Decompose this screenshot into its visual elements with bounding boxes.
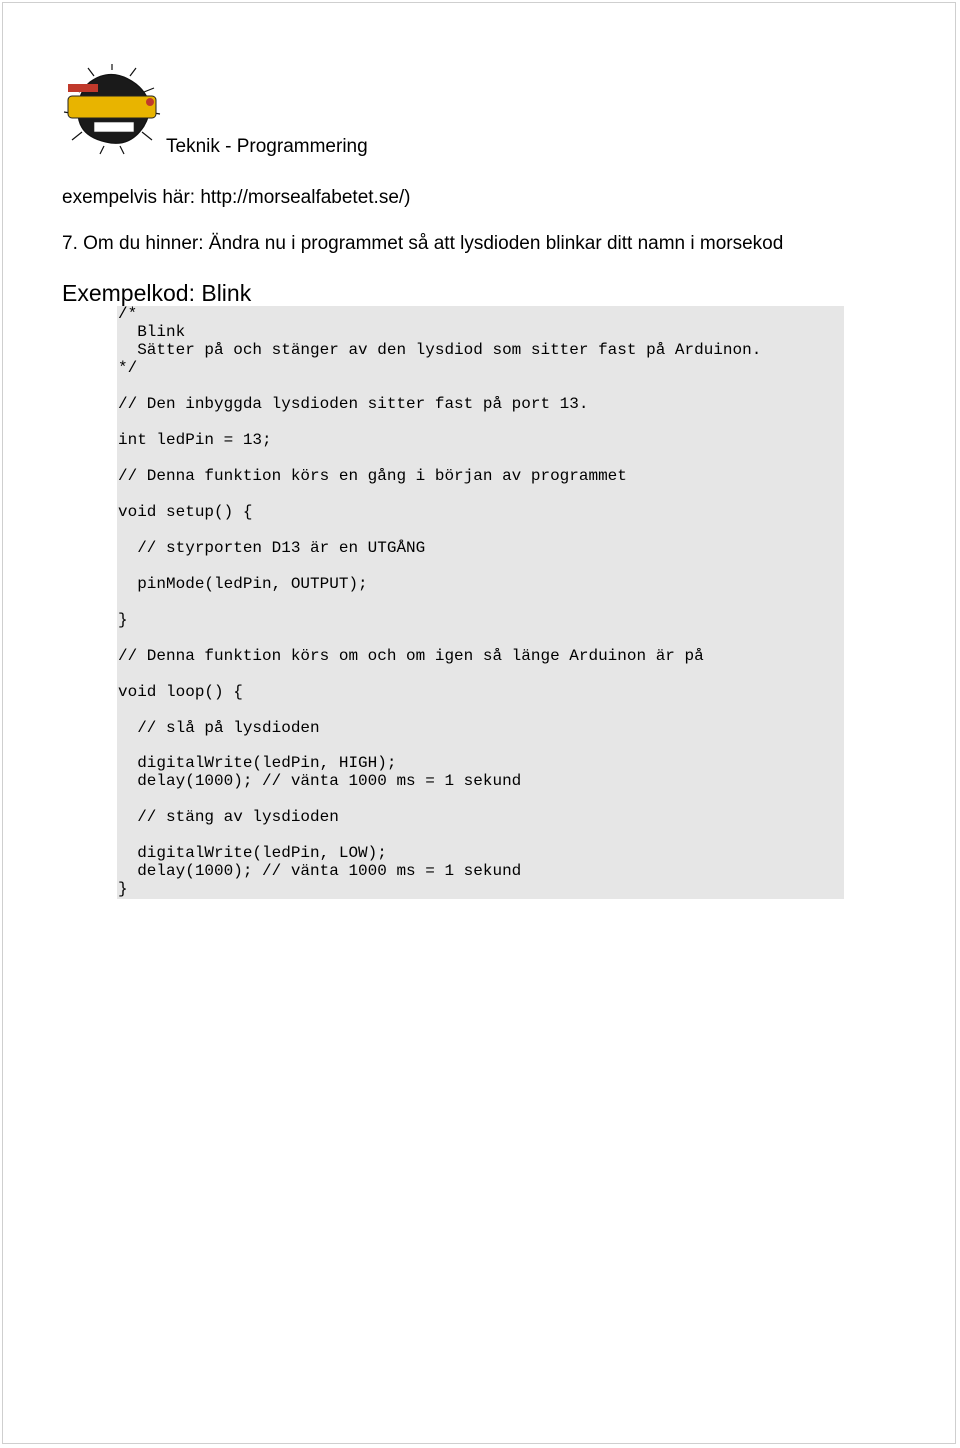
code-line: // Denna funktion körs om och om igen så länge Arduinon är på bbox=[118, 647, 704, 665]
bild-form-logo bbox=[60, 62, 164, 156]
code-line: // styrporten D13 är en UTGÅNG bbox=[118, 539, 426, 557]
code-line: pinMode(ledPin, OUTPUT); bbox=[118, 575, 368, 593]
code-line: } bbox=[118, 611, 128, 629]
code-line: // stäng av lysdioden bbox=[118, 808, 339, 826]
code-line: Blink bbox=[118, 323, 186, 341]
code-line: void setup() { bbox=[118, 503, 253, 521]
code-line: digitalWrite(ledPin, HIGH); bbox=[118, 754, 397, 772]
code-line: /* bbox=[118, 305, 138, 323]
code-line: // Den inbyggda lysdioden sitter fast på port 13. bbox=[118, 395, 589, 413]
code-line: // Denna funktion körs en gång i början av programmet bbox=[118, 467, 627, 485]
code-line: // slå på lysdioden bbox=[118, 719, 320, 737]
code-line: delay(1000); // vänta 1000 ms = 1 sekund bbox=[118, 772, 522, 790]
code-line: } bbox=[118, 880, 128, 898]
section-heading: Exempelkod: Blink bbox=[62, 280, 252, 306]
code-line: delay(1000); // vänta 1000 ms = 1 sekund bbox=[118, 862, 522, 880]
document-header-title: Teknik - Programmering bbox=[166, 136, 368, 157]
code-line: Sätter på och stänger av den lysdiod som sitter fast på Arduinon. bbox=[118, 341, 762, 359]
code-line: digitalWrite(ledPin, LOW); bbox=[118, 844, 387, 862]
code-line: void loop() { bbox=[118, 683, 243, 701]
task-instruction: 7. Om du hinner: Ändra nu i programmet så att lysdioden blinkar ditt namn i morsekod bbox=[62, 233, 784, 254]
code-line: */ bbox=[118, 359, 138, 377]
body-text-line: exempelvis här: http://morsealfabetet.se/) bbox=[62, 187, 411, 208]
code-line: int ledPin = 13; bbox=[118, 431, 272, 449]
